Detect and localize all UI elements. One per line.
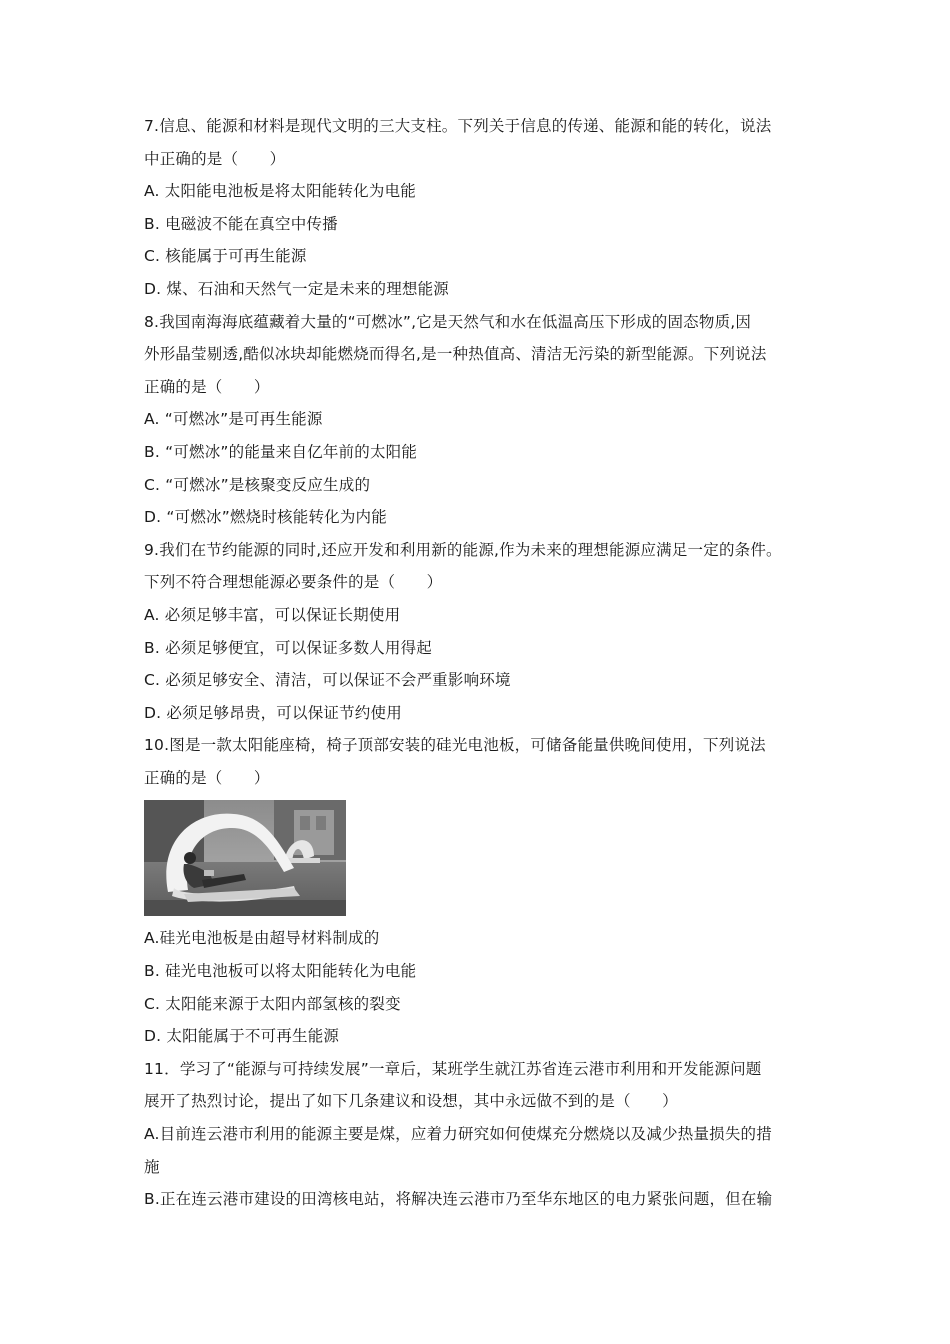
- question-stem-line: 10.图是一款太阳能座椅，椅子顶部安装的硅光电池板，可储备能量供晚间使用，下列说法: [144, 736, 766, 755]
- option-c: C. 必须足够安全、清洁，可以保证不会严重影响环境: [144, 671, 511, 690]
- option-a: A. “可燃冰”是可再生能源: [144, 410, 323, 429]
- question-stem-line: 7.信息、能源和材料是现代文明的三大支柱。下列关于信息的传递、能源和能的转化，说法: [144, 117, 772, 135]
- question-stem-line: 下列不符合理想能源必要条件的是（ ）: [144, 573, 443, 592]
- option-c: C. “可燃冰”是核聚变反应生成的: [144, 475, 371, 494]
- question-stem-line: 外形晶莹剔透,酷似冰块却能燃烧而得名,是一种热值高、清洁无污染的新型能源。下列说法: [144, 345, 767, 364]
- option-b: B. 必须足够便宜，可以保证多数人用得起: [144, 638, 432, 657]
- option-a-continued: 施: [144, 1157, 160, 1176]
- question-stem-line: 11．学习了“能源与可持续发展”一章后，某班学生就江苏省连云港市利用和开发能源问题: [144, 1059, 762, 1078]
- option-d: D. 煤、石油和天然气一定是未来的理想能源: [144, 279, 449, 298]
- option-c: C. 核能属于可再生能源: [144, 247, 307, 266]
- solar-chair-photo: [144, 800, 346, 916]
- question-11: [144, 1053, 824, 1216]
- question-9: [144, 534, 824, 730]
- question-stem-line: 8.我国南海海底蕴藏着大量的“可燃冰”,它是天然气和水在低温高压下形成的固态物质,因: [144, 312, 752, 331]
- question-stem-line: 正确的是（ ）: [144, 768, 270, 787]
- question-stem-line: 中正确的是（ ）: [144, 149, 286, 168]
- option-c: C. 太阳能来源于太阳内部氢核的裂变: [144, 994, 401, 1013]
- option-a: A.目前连云港市利用的能源主要是煤，应着力研究如何使煤充分燃烧以及减少热量损失的措: [144, 1125, 772, 1144]
- question-stem-line: 9.我们在节约能源的同时,还应开发和利用新的能源,作为未来的理想能源应满足一定的条件。: [144, 540, 782, 559]
- question-8: [144, 306, 824, 534]
- option-b: B. 电磁波不能在真空中传播: [144, 214, 338, 233]
- question-7: [144, 110, 824, 306]
- question-stem-line: 正确的是（ ）: [144, 377, 270, 396]
- option-b: B.正在连云港市建设的田湾核电站，将解决连云港市乃至华东地区的电力紧张问题，但在输: [144, 1190, 773, 1209]
- option-b: B. “可燃冰”的能量来自亿年前的太阳能: [144, 442, 418, 461]
- option-a: A.硅光电池板是由超导材料制成的: [144, 929, 380, 948]
- option-a: A. 必须足够丰富，可以保证长期使用: [144, 605, 401, 624]
- question-10: [144, 729, 824, 1053]
- option-a: A. 太阳能电池板是将太阳能转化为电能: [144, 182, 416, 201]
- question-stem-line: 展开了热烈讨论，提出了如下几条建议和设想，其中永远做不到的是（ ）: [144, 1092, 678, 1111]
- option-d: D. 太阳能属于不可再生能源: [144, 1027, 340, 1046]
- question-list: [144, 110, 824, 1216]
- option-b: B. 硅光电池板可以将太阳能转化为电能: [144, 962, 417, 981]
- option-d: D. “可燃冰”燃烧时核能转化为内能: [144, 508, 387, 527]
- option-d: D. 必须足够昂贵，可以保证节约使用: [144, 703, 402, 722]
